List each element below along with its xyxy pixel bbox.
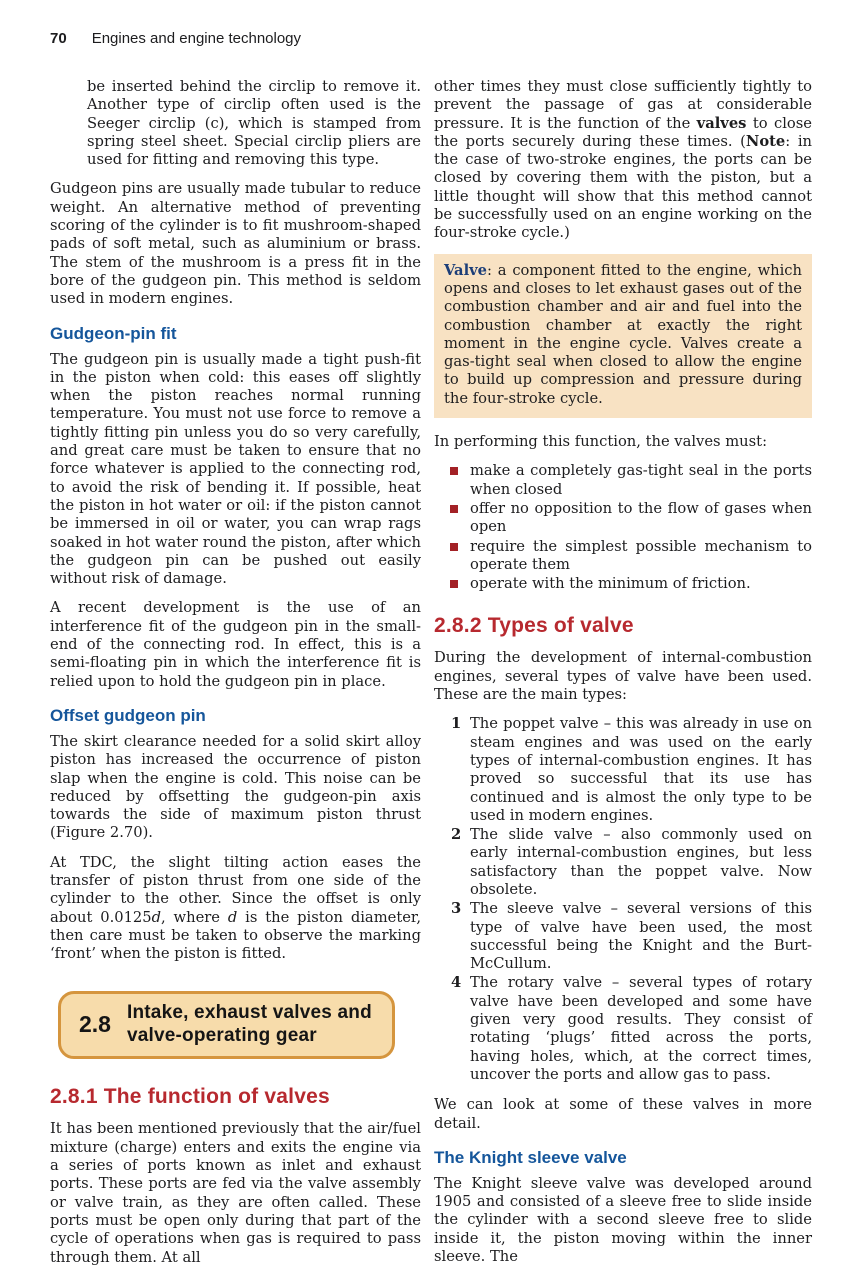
numbered-item: 2 The slide valve – also commonly used on early internal-combustion engines, but less satisfactory than the poppet valve. Now obsolete.: [451, 826, 812, 898]
valve-types-list: [434, 715, 812, 1084]
subheading-gudgeon-pin-fit: Gudgeon-pin fit: [50, 323, 177, 343]
numbered-item: 1 The poppet valve – this was already in use on steam engines and was used on the early types of internal-combustion engines. It has proved so successful that its use has continued and is almost the only type to be used in modern engines.: [451, 715, 812, 824]
subheading-offset-gudgeon-pin: Offset gudgeon pin: [50, 705, 206, 725]
paragraph-push-fit: The gudgeon pin is usually made a tight push-fit in the piston when cold: this eases off slightly when the piston reaches normal running temperature. You must not use force to remove a tightly fitting pin unless you do so very carefully, and great care must be taken to ensure that no force whatever is applied to the connecting rod, to avoid the risk of bending it. If possible, heat the piston in hot water or oil: if the piston cannot be immersed in oil or water, you can wrap rags soaked in hot water round the piston, after which the gudgeon pin can be pushed out easily without risk of damage.: [50, 350, 421, 588]
left-column: [50, 78, 421, 1278]
paragraph-other-times: other times they must close sufficiently tightly to prevent the passage of gas at considerable pressure. It is the function of the valves to close the ports securely during these times. (Note: in the case of two-stroke engines, the ports can be closed by covering them with the piston, but a little thought will show that this method cannot be successfully used on an engine working on the four-stroke cycle.): [434, 78, 812, 242]
paragraph-tdc: At TDC, the slight tilting action eases the transfer of piston thrust from one side of the cylinder to the other. Since the offset is only about 0.0125d, where d is the piston diameter, then care must be taken to observe the marking ‘front’ when the piston is fitted.: [50, 853, 421, 963]
square-bullet-icon: [450, 580, 458, 588]
list-item: make a completely gas-tight seal in the ports when closed: [434, 462, 812, 499]
section-title: Intake, exhaust valves and valve-operating gear: [126, 1002, 372, 1047]
page-number: 70: [50, 30, 67, 47]
square-bullet-icon: [450, 505, 458, 513]
item-number: 3: [451, 900, 462, 918]
section-badge-2-8: [58, 991, 395, 1059]
item-number: 2: [451, 826, 462, 844]
list-item: operate with the minimum of friction.: [434, 575, 812, 593]
paragraph-development: During the development of internal-combustion engines, several types of valve have been used. These are the main types:: [434, 649, 812, 704]
valve-definition-box: [434, 254, 812, 418]
valve-requirements-list: [434, 462, 812, 593]
section-number: 2.8: [79, 1010, 111, 1037]
list-item: require the simplest possible mechanism to operate them: [434, 538, 812, 575]
paragraph-gudgeon-tubular: Gudgeon pins are usually made tubular to reduce weight. An alternative method of preventing scoring of the cylinder is to fit mushroom-shaped pads of soft metal, such as aluminium or brass. The stem of the mushroom is a press fit in the bore of the gudgeon pin. This method is seldom used in modern engines.: [50, 180, 421, 308]
item-number: 1: [451, 715, 462, 733]
item-number: 4: [451, 974, 462, 992]
paragraph-knight-sleeve: The Knight sleeve valve was developed around 1905 and consisted of a sleeve free to slide inside the cylinder with a second sleeve free to slide inside it, the piston moving within the inner sleeve. The: [434, 1174, 812, 1266]
running-title: Engines and engine technology: [91, 30, 302, 47]
square-bullet-icon: [450, 543, 458, 551]
list-item: offer no opposition to the flow of gases when open: [434, 500, 812, 537]
paragraph-skirt-clearance: The skirt clearance needed for a solid skirt alloy piston has increased the occurrence of piston slap when the engine is cold. This noise can be reduced by offsetting the gudgeon-pin axis towards the side of maximum piston thrust (Figure 2.70).: [50, 732, 421, 842]
valve-definition-text: Valve: a component fitted to the engine, which opens and closes to let exhaust gases out of the combustion chamber and air and fuel into the combustion chamber at exactly the right moment in the engine cycle. Valves create a gas-tight seal when closed to allow the engine to build up compression and pressure during the four-stroke cycle.: [444, 261, 802, 407]
paragraph-more-detail: We can look at some of these valves in more detail.: [434, 1096, 812, 1132]
paragraph-in-performing: In performing this function, the valves must:: [434, 433, 768, 451]
running-head: [50, 30, 812, 47]
paragraph-circlip-continuation: be inserted behind the circlip to remove it. Another type of circlip often used is the Seeger circlip (c), which is stamped from spring steel sheet. Special circlip pliers are used for fitting and removing this type.: [87, 78, 421, 169]
paragraph-function-of-valves: It has been mentioned previously that the air/fuel mixture (charge) enters and exits the engine via a series of ports known as inlet and exhaust ports. These ports are fed via the valve assembly or valve train, as they are often called. These ports must be open only during that part of the cycle of operations when gas is required to pass through them. At all: [50, 1120, 421, 1266]
paragraph-interference-fit: A recent development is the use of an interference fit of the gudgeon pin in the small-end of the connecting rod. In effect, this is a semi-floating pin in which the interference fit is relied upon to hold the gudgeon pin in place.: [50, 599, 421, 690]
subheading-knight-sleeve-valve: The Knight sleeve valve: [434, 1147, 627, 1167]
heading-2-8-1: 2.8.1 The function of valves: [50, 1085, 330, 1109]
numbered-item: 4 The rotary valve – several types of rotary valve have been developed and some have given very good results. They consist of rotating ‘plugs’ fitted across the ports, having holes, which, at the correct times, uncover the ports and allow gas to pass.: [451, 974, 812, 1083]
right-column: [434, 78, 812, 1278]
square-bullet-icon: [450, 467, 458, 475]
two-column-layout: [50, 78, 812, 1278]
valve-term: Valve: [444, 261, 488, 279]
heading-2-8-2: 2.8.2 Types of valve: [434, 614, 634, 638]
numbered-item: 3 The sleeve valve – several versions of this type of valve have been used, the most successful being the Knight and the Burt-McCullum.: [451, 900, 812, 973]
